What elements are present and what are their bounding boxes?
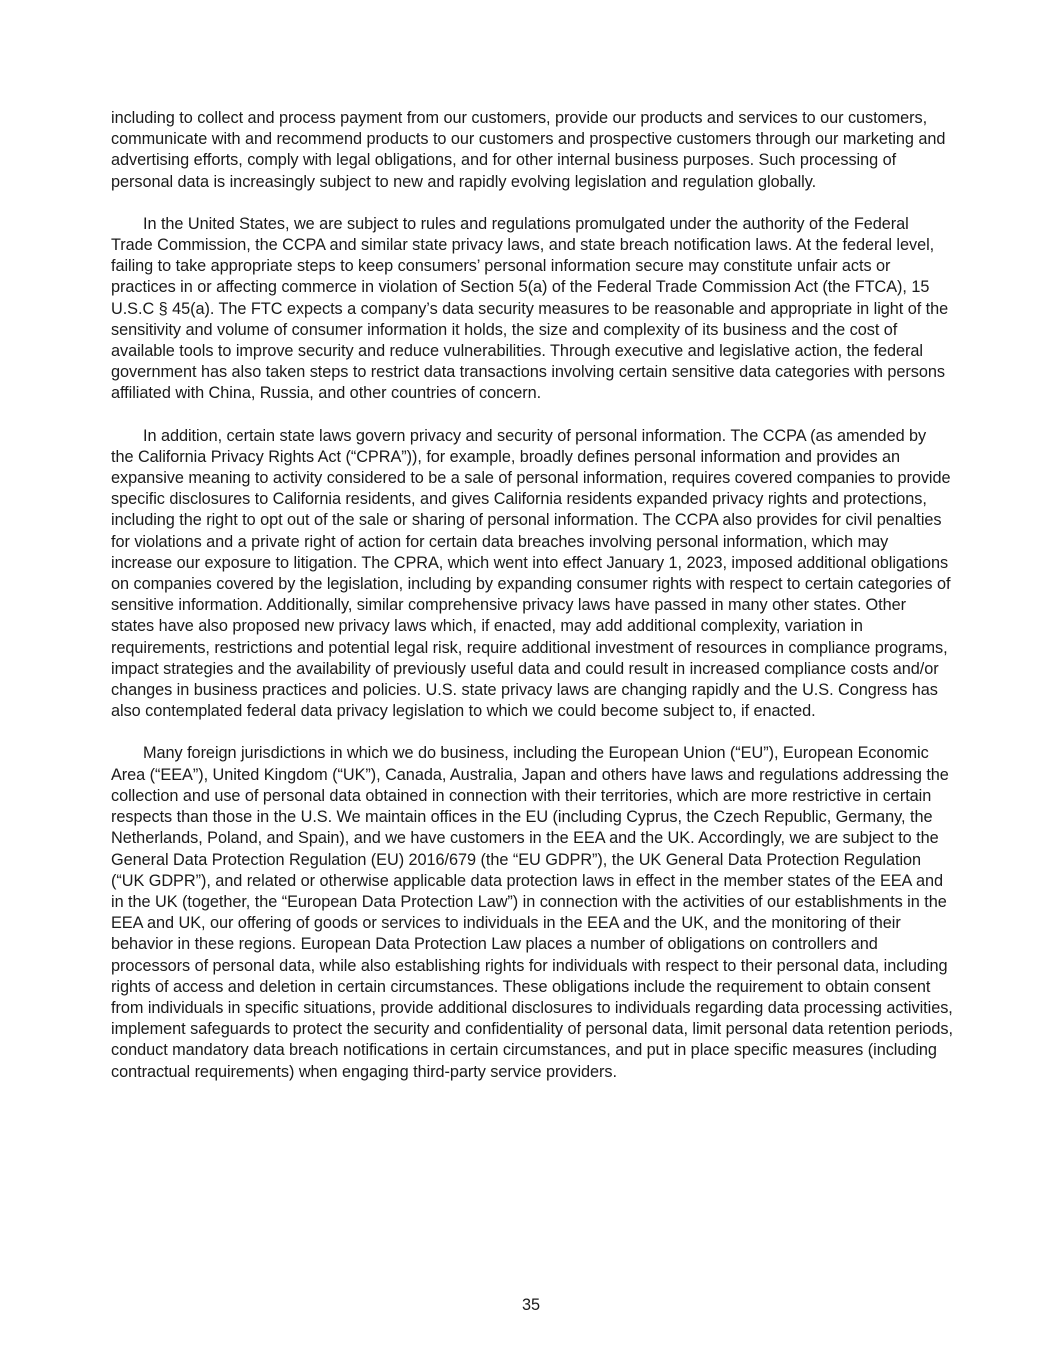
paragraph-foreign-jurisdictions: Many foreign jurisdictions in which we do business, including the European Union (“EU”), European Economic Area (“EEA”), United Kingdom (“UK”), Canada, Australia, Japan and others have laws and regulations addressing the collection and use of personal data obtained in connection with their territories, which are more restrictive in certain respects than those in the U.S. We maintain offices in the EU (including Cyprus, the Czech Republic, Germany, the Netherlands, Poland, and Spain), and we have customers in the EEA and the UK. Accordingly, we are subject to the General Data Protection Regulation (EU) 2016/679 (the “EU GDPR”), the UK General Data Protection Regulation (“UK GDPR”), and related or otherwise applicable data protection laws in effect in the member states of the EEA and in the UK (together, the “European Data Protection Law”) in connection with the activities of our establishments in the EEA and UK, our offering of goods or services to individuals in the EEA and the UK, and the monitoring of their behavior in these regions. European Data Protection Law places a number of obligations on controllers and processors of personal data, while also establishing rights for individuals with respect to their personal data, including rights of access and deletion in certain circumstances. These obligations include the requirement to obtain consent from individuals in specific situations, provide additional disclosures to individuals regarding data processing activities, implement safeguards to protect the security and confidentiality of personal data, limit personal data retention periods, conduct mandatory data breach notifications in certain circumstances, and put in place specific measures (including contractual requirements) when engaging third-party service providers. bbox=[111, 744, 953, 1081]
paragraph-united-states-regulation: In the United States, we are subject to rules and regulations promulgated under the authority of the Federal Trade Commission, the CCPA and similar state privacy laws, and state breach notification laws. At the federal level, failing to take appropriate steps to keep consumers’ personal information secure may constitute unfair acts or practices in or affecting commerce in violation of Section 5(a) of the Federal Trade Commission Act (the FTCA), 15 U.S.C § 45(a). The FTC expects a company’s data security measures to be reasonable and appropriate in light of the sensitivity and volume of consumer information it holds, the size and complexity of its business and the cost of available tools to improve security and reduce vulnerabilities. Through executive and legislative action, the federal government has also taken steps to restrict data transactions involving certain sensitive data categories with persons affiliated with China, Russia, and other countries of concern. bbox=[111, 214, 949, 403]
page-number: 35 bbox=[521, 1296, 541, 1314]
paragraph-continued-processing: including to collect and process payment from our customers, provide our products and services to our customers, communicate with and recommend products to our customers and prospective customers through our marketing and advertising efforts, comply with legal obligations, and for other internal business purposes. Such processing of personal data is increasingly subject to new and rapidly evolving legislation and regulation globally. bbox=[111, 109, 946, 191]
paragraph-state-privacy-laws: In addition, certain state laws govern privacy and security of personal information. The CCPA (as amended by the California Privacy Rights Act (“CPRA”)), for example, broadly defines personal information and provides an expansive meaning to activity considered to be a sale of personal information, requires covered companies to provide specific disclosures to California residents, and gives California residents expanded privacy rights and protections, including the right to opt out of the sale or sharing of personal information. The CCPA also provides for civil penalties for violations and a private right of action for certain data breaches involving personal information, which may increase our exposure to litigation. The CPRA, which went into effect January 1, 2023, imposed additional obligations on companies covered by the legislation, including by expanding consumer rights with respect to certain categories of sensitive information. Additionally, similar comprehensive privacy laws have passed in many other states. Other states have also proposed new privacy laws which, if enacted, may add additional complexity, variation in requirements, restrictions and potential legal risk, require additional investment of resources in compliance programs, impact strategies and the availability of previously useful data and could result in increased compliance costs and/or changes in business practices and policies. U.S. state privacy laws are changing rapidly and the U.S. Congress has also contemplated federal data privacy legislation to which we could become subject to, if enacted. bbox=[111, 426, 951, 721]
document-body bbox=[111, 108, 953, 1104]
